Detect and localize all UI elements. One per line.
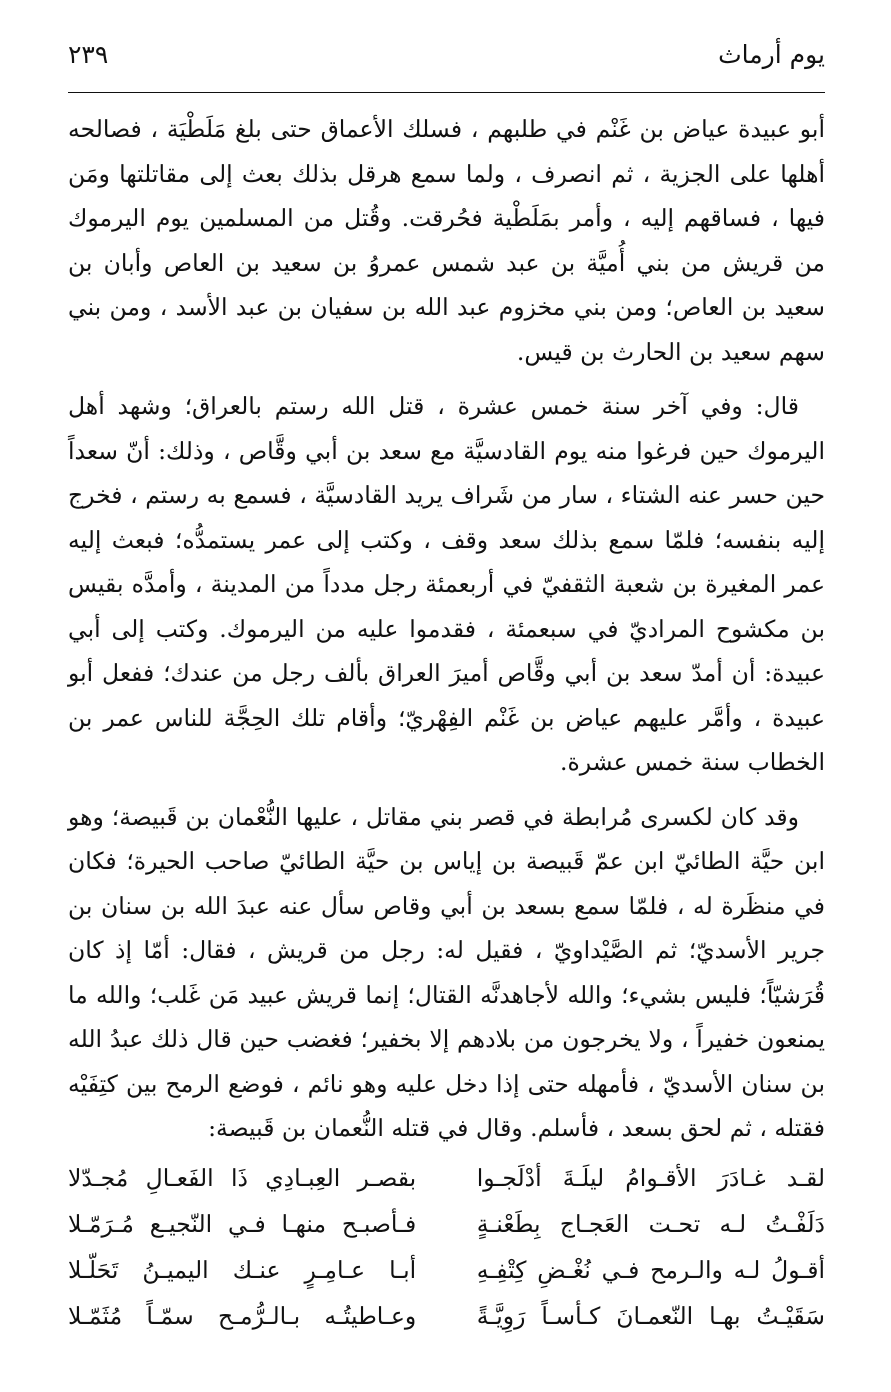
chapter-title: يوم أرماث xyxy=(718,40,825,69)
poem-verse xyxy=(68,1247,825,1293)
verse-second-hemistich: بقصـر العِبـادِي ذَا الفَعـالِ مُجـدّلا xyxy=(68,1163,417,1192)
verse-first-hemistich: سَقَيْـتُ بهـا النّعمـانَ كـأسـاً رَوِيَّـةً xyxy=(476,1301,825,1330)
poem-verse xyxy=(68,1293,825,1339)
verse-first-hemistich: أقـولُ لـه والـرمح فـي نُغْـضِ كِتْفِـهِ xyxy=(476,1255,825,1284)
body-text xyxy=(68,107,825,1151)
running-header xyxy=(68,40,825,86)
poem-verse xyxy=(68,1155,825,1201)
verse-first-hemistich: دَلَفْـتُ لـه تحـت العَجـاج بِطَعْنـةٍ xyxy=(476,1209,825,1238)
verse-second-hemistich: وعـاطيتُـه بـالـرُّمـح سمّـاً مُثَمّـلا xyxy=(68,1301,417,1330)
poem-verse xyxy=(68,1201,825,1247)
poem xyxy=(68,1155,825,1339)
verse-second-hemistich: فـأصبـح منهـا فـي النّجيـع مُـرَمّـلا xyxy=(68,1209,417,1238)
verse-second-hemistich: أبـا عـامِـرٍ عنـك اليميـنُ تَحَلّـلا xyxy=(68,1255,417,1284)
page-number: ٢٣٩ xyxy=(68,40,109,69)
paragraph: وقد كان لكسرى مُرابطة في قصر بني مقاتل ، عليها النُّعْمان بن قَبيصة؛ وهو ابن حيَّة الطائيّ ابن عمّ قَبيصة بن إياس بن حيَّة الطائيّ صاحب الحيرة؛ فكان في منظَرة له ، فلمّا سمع بسعد بن أبي وقاص سأل عنه عبدَ الله بن سنان بن جرير الأسديّ؛ ثم الصَّيْداويّ ، فقيل له: رجل من قريش ، فقال: أمّا إذ كان قُرَشيّاً؛ فليس بشيء؛ والله لأجاهدنَّه القتال؛ إنما قريش عبيد مَن غَلب؛ والله ما يمنعون خفيراً ، ولا يخرجون من بلادهم إلا بخفير؛ فغضب حين قال ذلك عبدُ الله بن سنان الأسديّ ، فأمهله حتى إذا دخل عليه وهو نائم ، فوضع الرمح بين كتِفَيْه فقتله ، ثم لحق بسعد ، فأسلم. وقال في قتله النُّعمان بن قَبيصة: xyxy=(68,802,825,1142)
paragraph: أبو عبيدة عياض بن غَنْم في طلبهم ، فسلك الأعماق حتى بلغ مَلَطْيَة ، فصالحه أهلها على الجزية ، ثم انصرف ، ولما سمع هرقل بذلك بعث إلى مقاتلتها ومَن فيها ، فساقهم إليه ، وأمر بمَلَطْية فحُرقت. وقُتل من المسلمين يوم اليرموك من قريش من بني أُميَّة بن عبد شمس عمروُ بن سعيد بن العاص وأبان بن سعيد بن العاص؛ ومن بني مخزوم عبد الله بن سفيان بن عبد الأسد ، ومن بني سهم سعيد بن الحارث بن قيس. xyxy=(68,115,825,366)
paragraph: قال: وفي آخر سنة خمس عشرة ، قتل الله رستم بالعراق؛ وشهد أهل اليرموك حين فرغوا منه يوم القادسيَّة مع سعد بن أبي وقَّاص ، وذلك: أنّ سعداً حين حسر عنه الشتاء ، سار من شَراف يريد القادسيَّة ، فسمع به رستم ، فخرج إليه بنفسه؛ فلمّا سمع بذلك سعد وقف ، وكتب إلى عمر يستمدُّه؛ فبعث إليه عمر المغيرة بن شعبة الثقفيّ في أربعمئة رجل مدداً من المدينة ، وأمدَّه بقيس بن مكشوح المراديّ في سبعمئة ، فقدموا عليه من اليرموك. وكتب إلى أبي عبيدة: أن أمدّ سعد بن أبي وقَّاص أميرَ العراق بألف رجل من عندك؛ ففعل أبو عبيدة ، وأمَّر عليهم عياض بن غَنْم الفِهْريّ؛ وأقام تلك الحِجَّة للناس عمر بن الخطاب سنة خمس عشرة. xyxy=(68,392,825,776)
verse-first-hemistich: لقـد غـادَرَ الأقـوامُ ليلَـةَ أدْلَجـوا xyxy=(476,1163,825,1192)
header-divider xyxy=(68,92,825,93)
